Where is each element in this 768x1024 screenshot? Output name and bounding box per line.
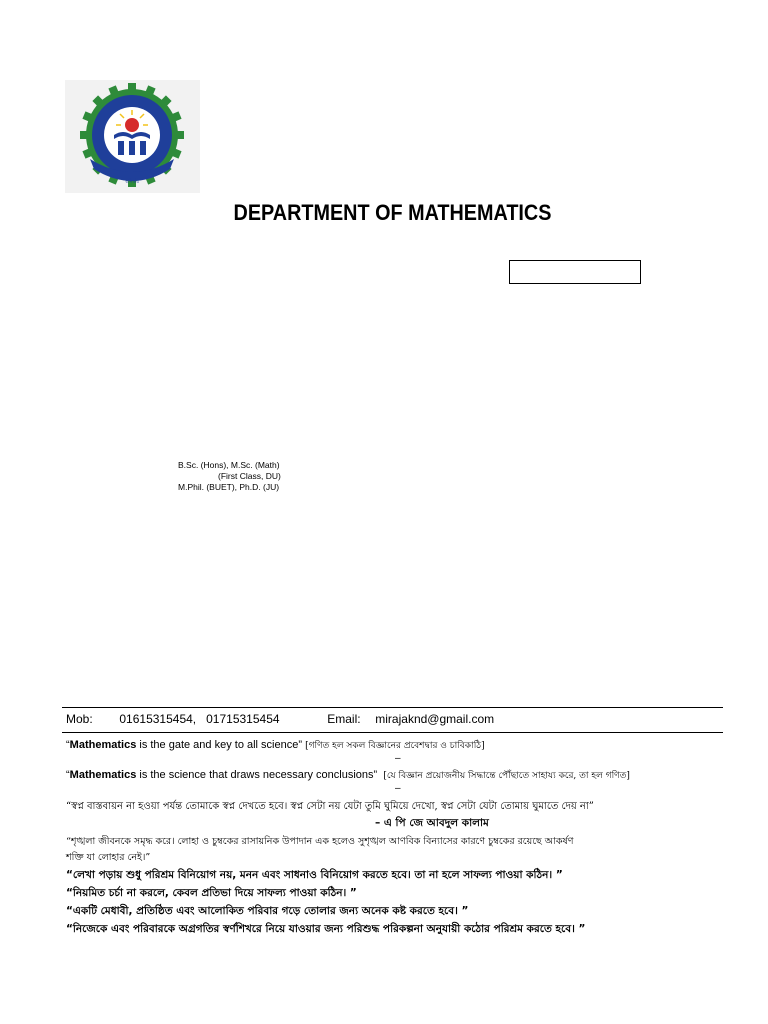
mob-numbers: 01615315454, 01715315454 (119, 712, 280, 726)
divider-top (62, 707, 723, 708)
quote-translation: [যে বিজ্ঞান প্রয়োজনীয় সিদ্ধান্তে পৌঁছাতে সাহায্য করে, তা হল গণিত] (383, 771, 630, 781)
department-title: DEPARTMENT OF MATHEMATICS (233, 200, 552, 225)
qualification-line: M.Phil. (BUET), Ph.D. (JU) (178, 482, 280, 492)
quote-4-line-2: শক্তি যা লোহার নেই।” (66, 852, 151, 863)
college-logo (65, 80, 200, 193)
quote-1 (66, 738, 485, 753)
quote-text: is the gate and key to all science” (136, 739, 306, 751)
empty-box (509, 260, 641, 284)
divider-bottom (62, 732, 723, 733)
quote-4-line-1: “শৃঙ্খলা জীবনকে সমৃদ্ধ করে। লোহা ও চুম্বকের রাসায়নিক উপাদান এক হলেও সুশৃঙ্খল আণবিক বিন্যাসের কারণে চুম্বকের রয়েছে আকর্ষণ (66, 836, 574, 847)
quote-bold: Mathematics (69, 739, 137, 751)
email-link[interactable]: mirajaknd@gmail.com (375, 712, 495, 726)
quote-mark: “ (66, 739, 70, 751)
quote-5: “লেখা পড়ায় শুধু পরিশ্রম বিনিয়োগ নয়, মনন এবং সাধনাও বিনিয়োগ করতে হবে। তা না হলে সাফল্য পাওয়া কঠিন। ” (66, 869, 563, 881)
qualification-line: B.Sc. (Hons), M.Sc. (Math) (178, 460, 280, 470)
logo-motto: স্বনির্ভর (125, 179, 139, 185)
quote-mark: “ (66, 769, 70, 781)
quote-8: “নিজেকে এবং পরিবারকে অগ্রগতির স্বর্ণশিখরে নিয়ে যাওয়ার জন্য পরিশুদ্ধ পরিকল্পনা অনুযায়ী কঠোর পরিশ্রম করতে হবে। ” (66, 923, 586, 935)
quote-3: “স্বপ্ন বাস্তবায়ন না হওয়া পর্যন্ত তোমাকে স্বপ্ন দেখতে হবে। স্বপ্ন সেটা নয় যেটা তুমি ঘুমিয়ে দেখো, স্বপ্ন সেটা যেটা তোমায় ঘুমাতে দেয় না” (66, 801, 594, 812)
college-emblem-icon (65, 80, 200, 193)
qualifications (178, 460, 281, 493)
quote-3-author: – এ পি জে আবদুল কালাম (375, 817, 489, 829)
contact-line (66, 712, 494, 726)
quote-translation: [গণিত হল সকল বিজ্ঞানের প্রবেশদ্বার ও চাবিকাঠি] (305, 741, 485, 751)
qualification-line: (First Class, DU) (218, 471, 281, 481)
email-label: Email: (327, 712, 361, 726)
dash: – (395, 753, 401, 764)
dash: – (395, 783, 401, 794)
quote-6: “নিয়মিত চর্চা না করলে, কেবল প্রতিভা দিয়ে সাফল্য পাওয়া কঠিন। ” (66, 887, 357, 899)
quote-2 (66, 768, 630, 783)
quote-bold: Mathematics (69, 769, 137, 781)
quote-text: is the science that draws necessary conclusions” (136, 769, 384, 781)
mob-label: Mob: (66, 712, 93, 726)
quote-7: “একটি মেধাবী, প্রতিষ্ঠিত এবং আলোকিত পরিবার গড়ে তোলার জন্য অনেক কষ্ট করতে হবে। ” (66, 905, 469, 917)
